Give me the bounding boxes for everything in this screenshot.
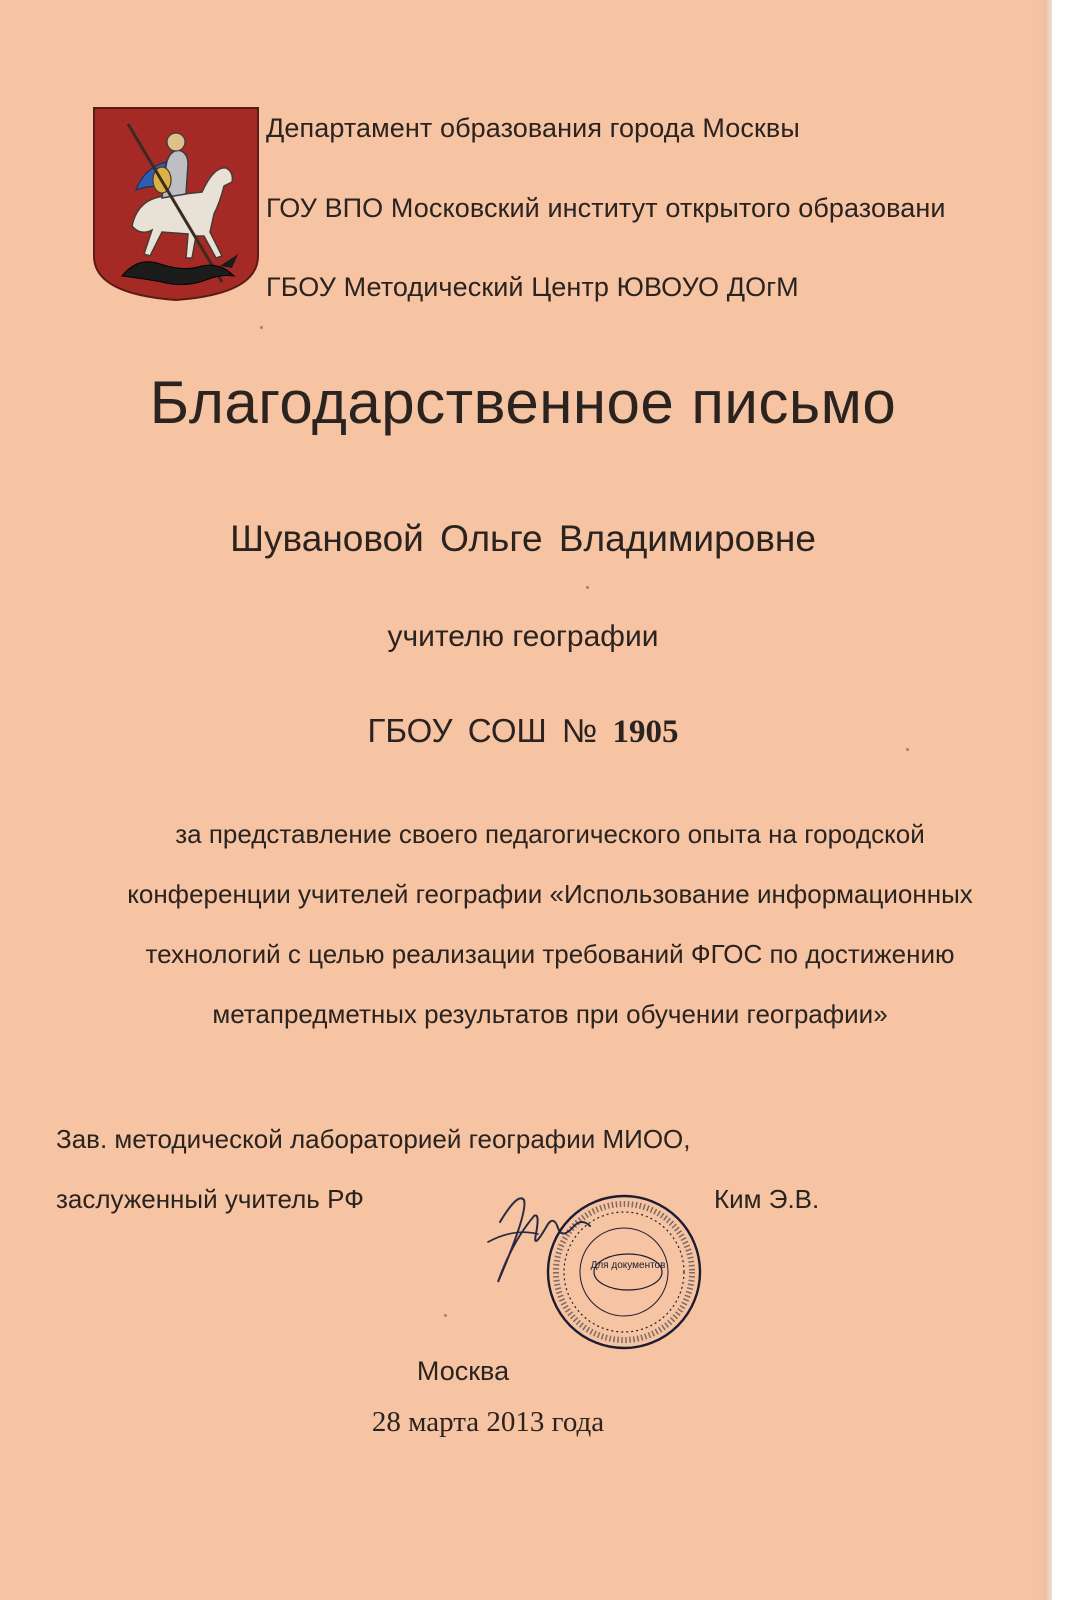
recipient-position: учителю географии: [387, 620, 659, 653]
signer-title-line1: Зав. методической лабораторией географии МИОО,: [56, 1124, 691, 1154]
paper-speck: [586, 586, 589, 589]
city: Москва: [416, 1356, 510, 1386]
header-institute: ГОУ ВПО Московский институт открытого образовани: [266, 193, 946, 223]
stamp-center-text: Для документов: [590, 1260, 666, 1271]
header-method-center: ГБОУ Методический Центр ЮВОУО ДОгМ: [266, 272, 799, 302]
paper-edge: [1036, 0, 1052, 1600]
signer-name: Ким Э.В.: [714, 1184, 820, 1214]
reason-line: технологий с целью реализации требований ФГОС по достижению: [145, 939, 955, 969]
certificate-title: Благодарственное письмо: [149, 369, 897, 436]
issue-date: 28 марта 2013 года: [371, 1406, 605, 1438]
header-department: Департамент образования города Москвы: [266, 113, 800, 143]
moscow-coat-of-arms-icon: [92, 106, 260, 302]
paper-speck: [906, 748, 909, 751]
signer-title-line2: заслуженный учитель РФ: [56, 1184, 364, 1214]
reason-line: за представление своего педагогического опыта на городской: [175, 819, 925, 849]
paper-speck: [260, 326, 263, 329]
reason-text: [40, 804, 1052, 1044]
school-prefix: ГБОУ СОШ №: [367, 712, 598, 749]
recipient-school: [0, 712, 1046, 751]
recipient-name: Шувановой Ольге Владимировне: [230, 518, 816, 559]
paper-speck: [444, 1314, 447, 1317]
school-number: 1905: [612, 714, 679, 750]
reason-line: конференции учителей географии «Использование информационных: [127, 879, 973, 909]
reason-line: метапредметных результатов при обучении географии»: [212, 999, 888, 1029]
round-stamp: [538, 1192, 710, 1352]
